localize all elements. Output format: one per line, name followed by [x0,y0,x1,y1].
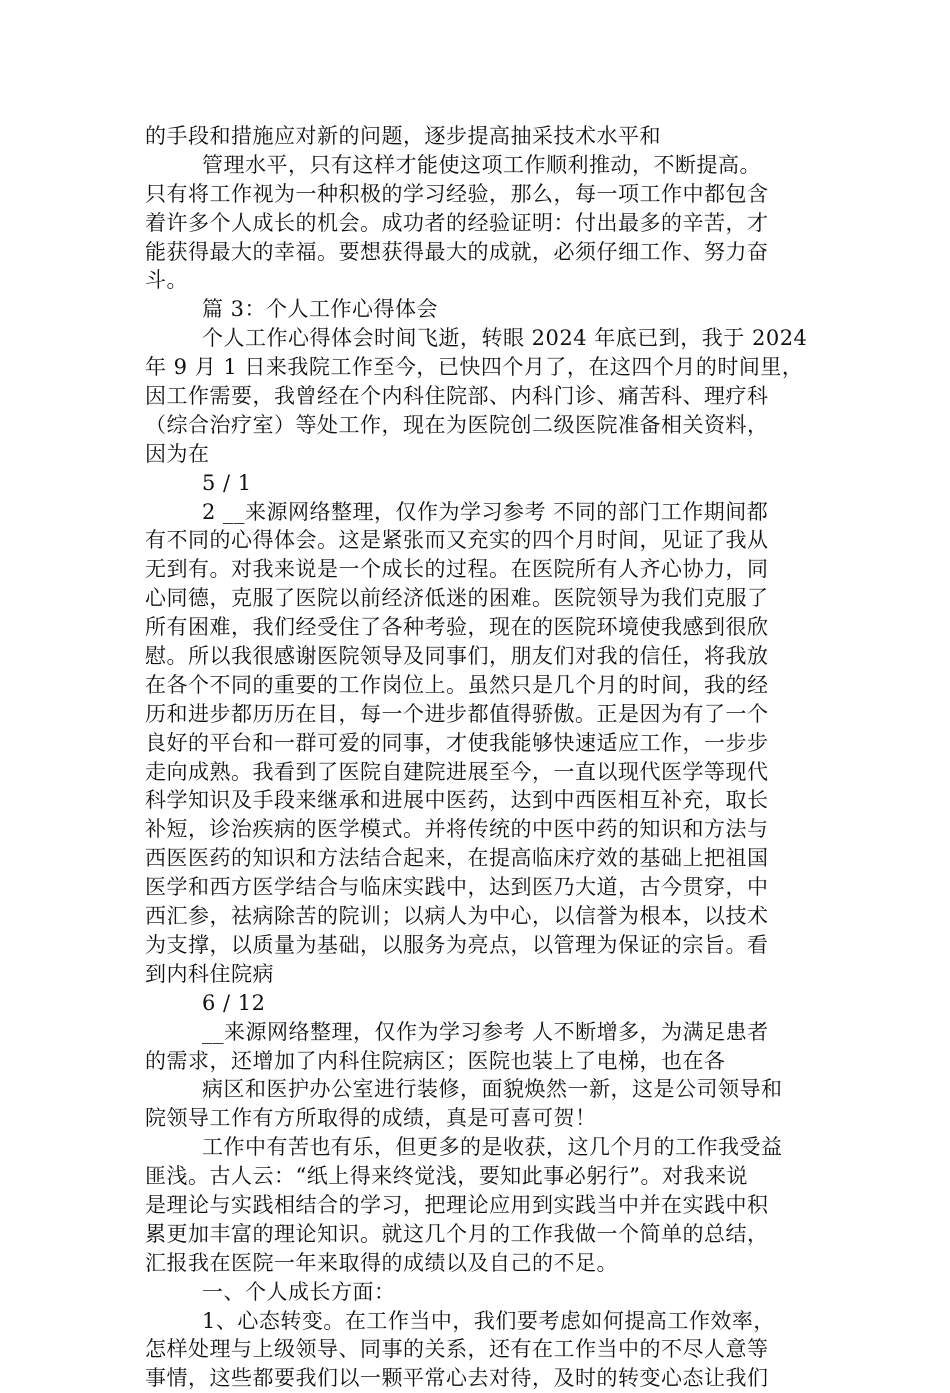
text-line: 医学和西方医学结合与临床实践中，达到医乃大道，古今贯穿，中 [145,875,769,900]
text-line: 6 / 12 [202,990,266,1015]
text-line: 西医医药的知识和方法结合起来，在提高临床疗效的基础上把祖国 [145,846,769,871]
text-line: 科学知识及手段来继承和进展中医药，达到中西医相互补充，取长 [145,788,769,813]
text-line: 慰。所以我很感谢医院领导及同事们，朋友们对我的信任，将我放 [145,644,769,669]
text-line: 一、个人成长方面： [202,1279,396,1304]
document-page [145,122,815,1393]
text-line: 在各个不同的重要的工作岗位上。虽然只是几个月的时间，我的经 [145,672,769,697]
text-line: 是理论与实践相结合的学习，把理论应用到实践当中并在实践中积 [145,1192,769,1217]
text-line: 院领导工作有方所取得的成绩，真是可喜可贺！ [145,1106,597,1131]
text-line: 走向成熟。我看到了医院自建院进展至今，一直以现代医学等现代 [145,759,769,784]
text-line: 管理水平，只有这样才能使这项工作顺利推动，不断提高。 [202,152,761,177]
text-line: 事情，这些都要我们以一颗平常心去对待，及时的转变心态让我们 [145,1366,769,1391]
text-line: 斗。 [145,268,188,293]
text-line: 病区和医护办公室进行装修，面貌焕然一新，这是公司领导和 [202,1077,783,1102]
text-line: 因工作需要，我曾经在个内科住院部、内科门诊、痛苦科、理疗科 [145,384,769,409]
text-line: 怎样处理与上级领导、同事的关系，还有在工作当中的不尽人意等 [145,1337,769,1362]
text-line: 着许多个人成长的机会。成功者的经验证明：付出最多的辛苦，才 [145,210,769,235]
text-line: 2 __来源网络整理，仅作为学习参考 不同的部门工作期间都 [202,499,769,524]
text-line: 无到有。对我来说是一个成长的过程。在医院所有人齐心协力，同 [145,557,769,582]
text-line: 累更加丰富的理论知识。就这几个月的工作我做一个简单的总结， [145,1221,769,1246]
text-line: 心同德，克服了医院以前经济低迷的困难。医院领导为我们克服了 [145,586,769,611]
text-line: 西汇参，祛病除苦的院训；以病人为中心，以信誉为根本，以技术 [145,904,769,929]
text-line: 到内科住院病 [145,961,274,986]
text-line: 的需求，还增加了内科住院病区；医院也装上了电梯，也在各 [145,1048,726,1073]
text-line: 工作中有苦也有乐，但更多的是收获，这几个月的工作我受益 [202,1135,783,1160]
text-line: 5 / 1 [202,470,252,495]
text-line: 补短，诊治疾病的医学模式。并将传统的中医中药的知识和方法与 [145,817,769,842]
text-line: 所有困难，我们经受住了各种考验，现在的医院环境使我感到很欣 [145,615,769,640]
text-line: （综合治疗室）等处工作，现在为医院创二级医院准备相关资料， [145,412,769,437]
text-line: 篇 3：个人工作心得体会 [202,297,439,322]
text-line: 能获得最大的幸福。要想获得最大的成就，必须仔细工作、努力奋 [145,239,769,264]
text-line: 匪浅。古人云：“纸上得来终觉浅，要知此事必躬行”。对我来说 [145,1164,748,1189]
text-line: 良好的平台和一群可爱的同事，才使我能够快速适应工作，一步步 [145,730,769,755]
text-line: 年 9 月 1 日来我院工作至今，已快四个月了，在这四个月的时间里， [145,355,804,380]
text-line: 有不同的心得体会。这是紧张而又充实的四个月时间，见证了我从 [145,528,769,553]
text-line: 历和进步都历历在目，每一个进步都值得骄傲。正是因为有了一个 [145,701,769,726]
text-line: 的手段和措施应对新的问题，逐步提高抽采技术水平和 [145,124,661,148]
text-line: 个人工作心得体会时间飞逝，转眼 2024 年底已到，我于 2024 [202,326,808,351]
text-line: 汇报我在医院一年来取得的成绩以及自己的不足。 [145,1250,618,1275]
text-line: 只有将工作视为一种积极的学习经验，那么，每一项工作中都包含 [145,181,769,206]
text-line: __来源网络整理，仅作为学习参考 人不断增多，为满足患者 [202,1019,769,1044]
text-line: 为支撑，以质量为基础，以服务为亮点，以管理为保证的宗旨。看 [145,932,769,957]
text-line: 因为在 [145,441,210,466]
text-line: 1、心态转变。在工作当中，我们要考虑如何提高工作效率， [202,1308,775,1333]
